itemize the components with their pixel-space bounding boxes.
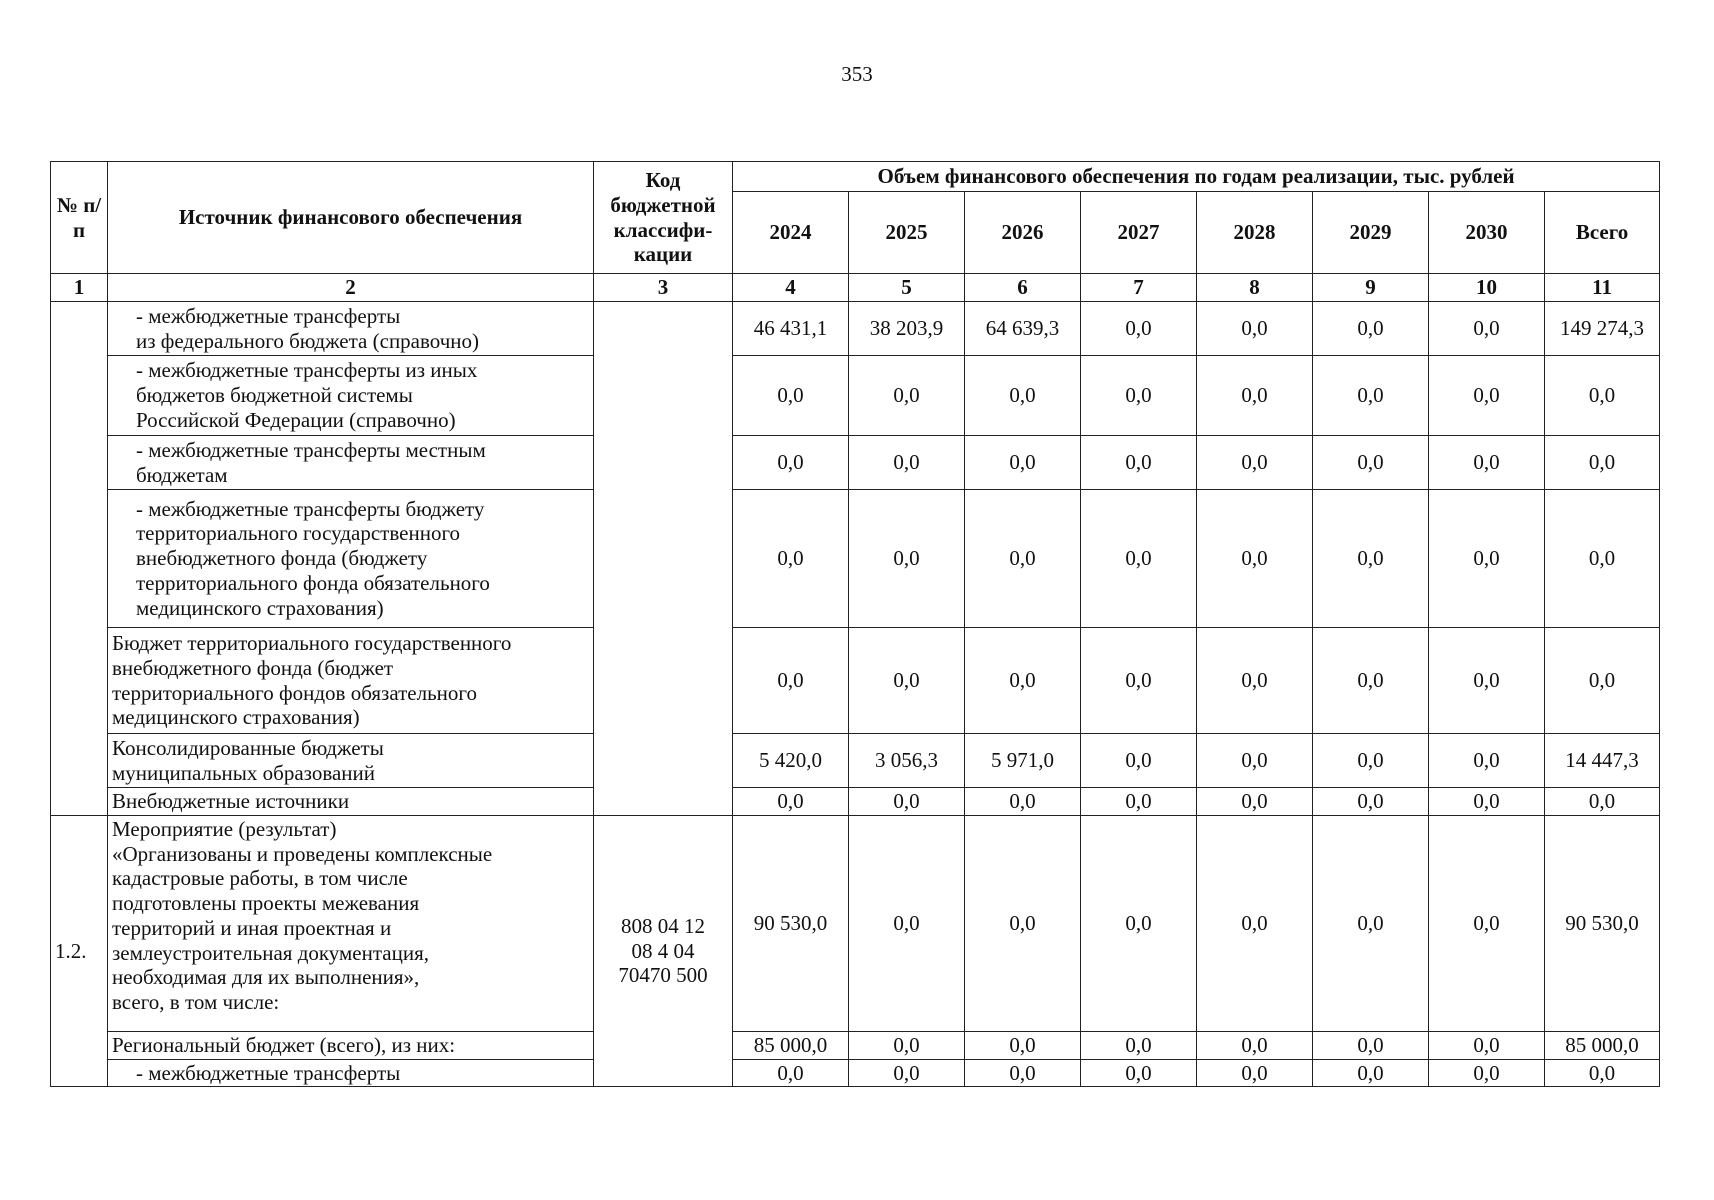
- source-line: кадастровые работы, в том числе: [112, 866, 408, 891]
- value-cell: 5 971,0: [965, 734, 1081, 788]
- source-cell: [108, 1059, 594, 1087]
- source-line: муниципальных образований: [112, 760, 375, 785]
- source-line: медицинского страхования): [136, 595, 384, 620]
- value-cell: 0,0: [965, 490, 1081, 628]
- source-cell: [108, 788, 594, 816]
- value-cell: 0,0: [1313, 490, 1429, 628]
- index-cell: 1: [51, 274, 108, 302]
- total-cell: 0,0: [1545, 356, 1660, 436]
- value-cell: 0,0: [1197, 490, 1313, 628]
- source-line: бюджетов бюджетной системы: [136, 383, 413, 408]
- value-cell: 0,0: [733, 490, 849, 628]
- value-cell: 0,0: [849, 436, 965, 490]
- source-line: землеустроительная документация,: [112, 940, 429, 965]
- table-row: [51, 628, 1660, 734]
- value-cell: 0,0: [733, 1059, 849, 1087]
- header-year: 2026: [965, 192, 1081, 274]
- total-cell: 90 530,0: [1545, 815, 1660, 1031]
- value-cell: 90 530,0: [733, 815, 849, 1031]
- value-cell: 0,0: [965, 628, 1081, 734]
- value-cell: 0,0: [1429, 490, 1545, 628]
- value-cell: 0,0: [965, 436, 1081, 490]
- source-cell: [108, 628, 594, 734]
- value-cell: 0,0: [1313, 1031, 1429, 1059]
- source-line: бюджетам: [136, 462, 228, 487]
- index-cell: 2: [108, 274, 594, 302]
- value-cell: 0,0: [1429, 302, 1545, 356]
- value-cell: 0,0: [965, 356, 1081, 436]
- index-cell: 6: [965, 274, 1081, 302]
- total-cell: 85 000,0: [1545, 1031, 1660, 1059]
- source-line: - межбюджетные трансферты бюджету: [136, 496, 485, 521]
- source-line: - межбюджетные трансферты из иных: [136, 358, 478, 383]
- header-col-no: № п/п: [51, 162, 108, 274]
- header-year: 2027: [1081, 192, 1197, 274]
- value-cell: 0,0: [1081, 1031, 1197, 1059]
- value-cell: 0,0: [849, 490, 965, 628]
- table-row: [51, 490, 1660, 628]
- source-cell: [108, 490, 594, 628]
- value-cell: 0,0: [1197, 1059, 1313, 1087]
- value-cell: 0,0: [1429, 628, 1545, 734]
- header-year: 2025: [849, 192, 965, 274]
- value-cell: 0,0: [1081, 356, 1197, 436]
- value-cell: 0,0: [1081, 815, 1197, 1031]
- table-row: [51, 1031, 1660, 1059]
- value-cell: 85 000,0: [733, 1031, 849, 1059]
- value-cell: 0,0: [1081, 628, 1197, 734]
- source-line: внебюджетного фонда (бюджету: [136, 546, 428, 571]
- total-cell: 0,0: [1545, 628, 1660, 734]
- source-cell: [108, 815, 594, 1031]
- value-cell: 0,0: [1081, 490, 1197, 628]
- value-cell: 0,0: [1313, 788, 1429, 816]
- value-cell: 0,0: [1313, 436, 1429, 490]
- header-col-source: Источник финансового обеспечения: [108, 162, 594, 274]
- source-cell: [108, 436, 594, 490]
- index-cell: 9: [1313, 274, 1429, 302]
- table-row: [51, 815, 1660, 1031]
- source-line: необходимая для их выполнения»,: [112, 965, 420, 990]
- kbk-line: 70470 500: [618, 963, 708, 988]
- source-line: Внебюджетные источники: [112, 789, 350, 813]
- header-year: 2028: [1197, 192, 1313, 274]
- source-line: - межбюджетные трансферты местным: [136, 437, 486, 462]
- value-cell: 0,0: [1197, 734, 1313, 788]
- index-cell: 11: [1545, 274, 1660, 302]
- value-cell: 0,0: [849, 1059, 965, 1087]
- value-cell: 0,0: [1081, 302, 1197, 356]
- header-col-volume: Объем финансового обеспечения по годам реализации, тыс. рублей: [733, 162, 1660, 192]
- source-line: - межбюджетные трансферты: [136, 1060, 401, 1085]
- header-row-1: [51, 162, 1660, 192]
- value-cell: 0,0: [965, 815, 1081, 1031]
- value-cell: 0,0: [1197, 628, 1313, 734]
- value-cell: 64 639,3: [965, 302, 1081, 356]
- source-line: - межбюджетные трансферты: [136, 303, 401, 328]
- kbk-line: 08 4 04: [631, 938, 695, 963]
- source-cell: [108, 1031, 594, 1059]
- value-cell: 0,0: [1197, 1031, 1313, 1059]
- value-cell: 0,0: [1081, 1059, 1197, 1087]
- value-cell: 38 203,9: [849, 302, 965, 356]
- header-year: 2024: [733, 192, 849, 274]
- value-cell: 0,0: [849, 1031, 965, 1059]
- value-cell: 0,0: [849, 815, 965, 1031]
- value-cell: 0,0: [733, 436, 849, 490]
- header-col-kbk: Код бюджетной классифи- кации: [594, 162, 733, 274]
- value-cell: 0,0: [1081, 788, 1197, 816]
- source-line: внебюджетного фонда (бюджет: [112, 655, 394, 680]
- value-cell: 3 056,3: [849, 734, 965, 788]
- source-line: Мероприятие (результат): [112, 816, 337, 841]
- value-cell: 0,0: [1197, 302, 1313, 356]
- value-cell: 0,0: [733, 628, 849, 734]
- total-cell: 0,0: [1545, 788, 1660, 816]
- total-cell: 0,0: [1545, 436, 1660, 490]
- index-cell: 3: [594, 274, 733, 302]
- table-row: [51, 436, 1660, 490]
- source-line: медицинского страхования): [112, 705, 360, 730]
- source-line: Региональный бюджет (всего), из них:: [112, 1032, 456, 1057]
- row-number-cell: 1.2.: [51, 815, 108, 1087]
- value-cell: 0,0: [1313, 302, 1429, 356]
- financing-table: [50, 161, 1660, 1087]
- table-row: [51, 1059, 1660, 1087]
- source-line: территорий и иная проектная и: [112, 915, 392, 940]
- source-line: Консолидированные бюджеты: [112, 735, 384, 760]
- value-cell: 46 431,1: [733, 302, 849, 356]
- total-cell: 0,0: [1545, 490, 1660, 628]
- index-cell: 10: [1429, 274, 1545, 302]
- value-cell: 0,0: [849, 628, 965, 734]
- total-cell: 14 447,3: [1545, 734, 1660, 788]
- header-year: 2030: [1429, 192, 1545, 274]
- total-cell: 149 274,3: [1545, 302, 1660, 356]
- table-row: [51, 356, 1660, 436]
- table-row: [51, 734, 1660, 788]
- header-index-row: [51, 274, 1660, 302]
- header-year: 2029: [1313, 192, 1429, 274]
- value-cell: 0,0: [849, 788, 965, 816]
- index-cell: 4: [733, 274, 849, 302]
- value-cell: 0,0: [1429, 788, 1545, 816]
- kbk-cell: [594, 302, 733, 816]
- value-cell: 0,0: [1313, 356, 1429, 436]
- source-line: «Организованы и проведены комплексные: [112, 841, 493, 866]
- kbk-cell: [594, 815, 733, 1087]
- index-cell: 7: [1081, 274, 1197, 302]
- value-cell: 0,0: [1197, 788, 1313, 816]
- table-row: [51, 302, 1660, 356]
- source-line: Российской Федерации (справочно): [136, 407, 456, 432]
- value-cell: 0,0: [1197, 815, 1313, 1031]
- value-cell: 0,0: [1429, 734, 1545, 788]
- source-line: всего, в том числе:: [112, 990, 280, 1015]
- value-cell: 0,0: [1313, 734, 1429, 788]
- value-cell: 0,0: [1313, 628, 1429, 734]
- value-cell: 0,0: [849, 356, 965, 436]
- value-cell: 0,0: [1081, 734, 1197, 788]
- value-cell: 0,0: [1197, 436, 1313, 490]
- value-cell: 0,0: [1429, 1059, 1545, 1087]
- value-cell: 0,0: [1081, 436, 1197, 490]
- value-cell: 0,0: [1197, 356, 1313, 436]
- source-line: из федерального бюджета (справочно): [136, 328, 480, 353]
- kbk-line: 808 04 12: [621, 913, 705, 938]
- source-cell: [108, 734, 594, 788]
- value-cell: 0,0: [1429, 1031, 1545, 1059]
- source-cell: [108, 356, 594, 436]
- value-cell: 0,0: [733, 356, 849, 436]
- index-cell: 8: [1197, 274, 1313, 302]
- value-cell: 0,0: [1429, 356, 1545, 436]
- value-cell: 5 420,0: [733, 734, 849, 788]
- row-number-cell: [51, 302, 108, 816]
- value-cell: 0,0: [965, 1031, 1081, 1059]
- value-cell: 0,0: [965, 788, 1081, 816]
- index-cell: 5: [849, 274, 965, 302]
- value-cell: 0,0: [1429, 436, 1545, 490]
- value-cell: 0,0: [1429, 815, 1545, 1031]
- source-line: подготовлены проекты межевания: [112, 891, 420, 916]
- table-row: [51, 788, 1660, 816]
- header-col-total: Всего: [1545, 192, 1660, 274]
- source-line: территориального государственного: [136, 521, 461, 546]
- value-cell: 0,0: [733, 788, 849, 816]
- source-line: территориального фонда обязательного: [136, 570, 490, 595]
- value-cell: 0,0: [965, 1059, 1081, 1087]
- source-line: Бюджет территориального государственного: [112, 630, 512, 655]
- total-cell: 0,0: [1545, 1059, 1660, 1087]
- value-cell: 0,0: [1313, 1059, 1429, 1087]
- value-cell: 0,0: [1313, 815, 1429, 1031]
- source-cell: [108, 302, 594, 356]
- source-line: территориального фондов обязательного: [112, 680, 477, 705]
- page-number: 353: [841, 62, 873, 86]
